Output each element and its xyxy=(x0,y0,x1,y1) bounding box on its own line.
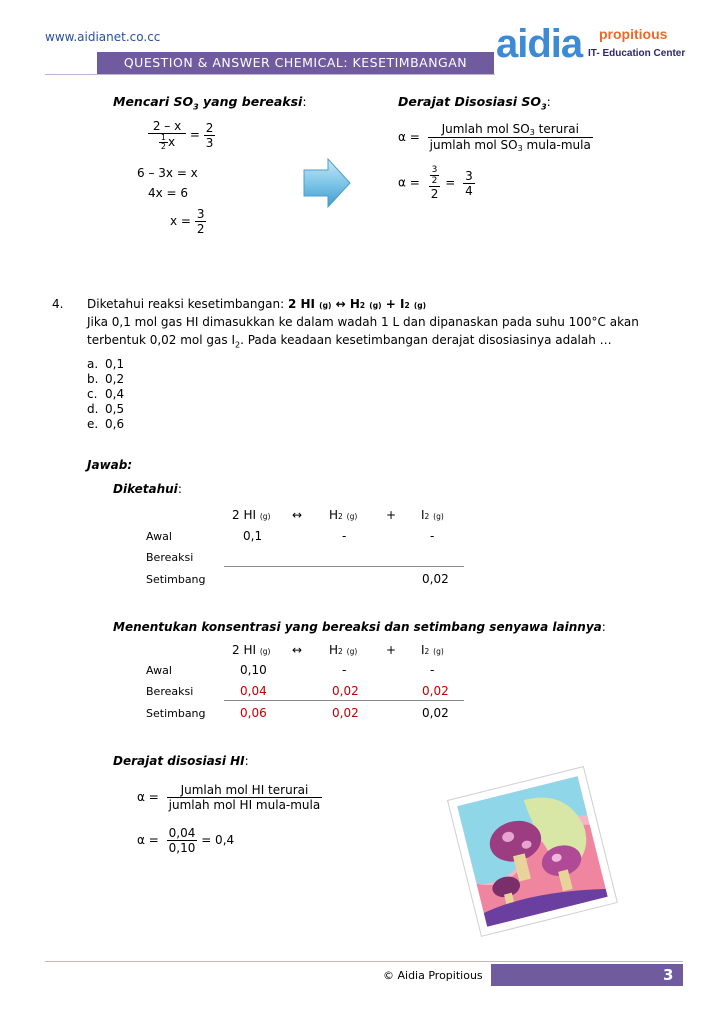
question-line1: Diketahui reaksi kesetimbangan: 2 HI (g) ↔ H2 (g) + I2 (g) xyxy=(87,297,427,311)
left-heading: Mencari $SO_3$ yang bereaksi: xyxy=(113,94,307,112)
t2-header-hi: 2 HI (g) xyxy=(232,643,271,657)
site-url[interactable]: www.aidianet.co.cc xyxy=(45,30,161,44)
t2-header-arrow: ↔ xyxy=(292,643,303,657)
option-b[interactable]: b. 0,2 xyxy=(87,372,125,386)
t1-rule xyxy=(224,566,464,567)
equation-step3: 4x = 6 xyxy=(148,186,189,200)
answer-heading: Jawab: xyxy=(87,458,133,472)
t1-cell: 0,1 xyxy=(243,529,263,543)
t1-header-arrow: ↔ xyxy=(292,508,303,522)
logo-tagline: IT- Education Center xyxy=(588,48,686,59)
t2-cell-red: 0,02 xyxy=(422,684,449,698)
question-line2: Jika 0,1 mol gas HI dimasukkan ke dalam wadah 1 L dan dipanaskan pada suhu 100°C akan xyxy=(87,315,639,329)
alpha-so3-value: α = $\frac{\frac{3}{2}}{2}$ = $\frac{3}{4}$ xyxy=(398,165,473,201)
equation-ratio: 2 – x $\frac{1}{2}$ x = $\frac{2}{3}$ xyxy=(148,119,215,151)
mushroom-clipart-image xyxy=(440,760,620,940)
t2-row-label: Setimbang xyxy=(146,707,206,720)
logo-wordmark: aidia xyxy=(496,22,583,66)
t2-cell: - xyxy=(342,663,347,677)
t2-rule xyxy=(224,700,464,701)
logo-brand: propitious xyxy=(599,26,668,42)
t1-header-i2: I2 (g) xyxy=(421,508,444,522)
answer-options xyxy=(87,357,124,432)
t2-row-label: Awal xyxy=(146,664,172,677)
alpha-hi-definition: α = $\frac{\text{Jumlah mol HI terurai}}{\text{jumlah mol HI mula-mula}}$ xyxy=(137,783,321,812)
t2-cell-red: 0,06 xyxy=(240,706,267,720)
t1-row-label: Setimbang xyxy=(146,573,206,586)
t2-cell-red: 0,02 xyxy=(332,706,359,720)
option-d[interactable]: d. 0,5 xyxy=(87,402,125,416)
option-c[interactable]: c. 0,4 xyxy=(87,387,125,401)
t2-header-h2: H2 (g) xyxy=(329,643,358,657)
equation-step4: x = $\frac{3}{2}$ xyxy=(170,207,205,236)
right-heading: Derajat Disosiasi $SO_3$: xyxy=(398,94,551,112)
aidia-logo xyxy=(496,22,582,67)
section-heading-derajat: Derajat disosiasi HI: xyxy=(113,754,249,768)
alpha-hi-value: α = $\frac{0,04}{0,10}$ = 0,4 xyxy=(137,826,235,855)
t2-header-i2: I2 (g) xyxy=(421,643,444,657)
t2-cell-red: 0,02 xyxy=(332,684,359,698)
t1-header-hi: 2 HI (g) xyxy=(232,508,271,522)
t1-header-h2: H2 (g) xyxy=(329,508,358,522)
t1-row-label: Bereaksi xyxy=(146,551,194,564)
t1-cell: - xyxy=(430,529,435,543)
t2-cell: - xyxy=(430,663,435,677)
equation-step2: 6 – 3x = x xyxy=(137,166,198,180)
t2-cell: 0,02 xyxy=(422,706,449,720)
section-heading-menentukan: Menentukan konsentrasi yang bereaksi dan setimbang senyawa lainnya: xyxy=(113,620,606,634)
question-number: 4. xyxy=(52,297,64,311)
t2-header-plus: + xyxy=(386,643,397,657)
footer-rule xyxy=(45,961,683,962)
option-a[interactable]: a. 0,1 xyxy=(87,357,125,371)
footer-page-bar xyxy=(491,964,683,986)
question-line3: terbentuk 0,02 mol gas $I_2$. Pada keadaan kesetimbangan derajat disosiasinya adalah … xyxy=(87,333,612,350)
t2-cell: 0,10 xyxy=(240,663,267,677)
diketahui-heading: Diketahui: xyxy=(113,482,182,496)
alpha-so3-definition: α = $\frac{Jumlah mol SO_3 terurai}{jumlah mol SO_3 mula-mula}$ xyxy=(398,122,591,153)
t1-header-plus: + xyxy=(386,508,397,522)
t1-cell: 0,02 xyxy=(422,572,449,586)
right-arrow-icon xyxy=(302,157,352,209)
t2-row-label: Bereaksi xyxy=(146,685,194,698)
t2-cell-red: 0,04 xyxy=(240,684,267,698)
option-e[interactable]: e. 0,6 xyxy=(87,417,125,431)
header-rule xyxy=(45,74,495,75)
t1-row-label: Awal xyxy=(146,530,172,543)
footer-copyright: © Aidia Propitious xyxy=(383,969,483,982)
header-banner: QUESTION & ANSWER CHEMICAL: KESETIMBANGAN xyxy=(97,52,494,74)
logo-brand-box xyxy=(599,26,679,44)
t1-cell: - xyxy=(342,529,347,543)
page-number: 3 xyxy=(663,966,674,984)
